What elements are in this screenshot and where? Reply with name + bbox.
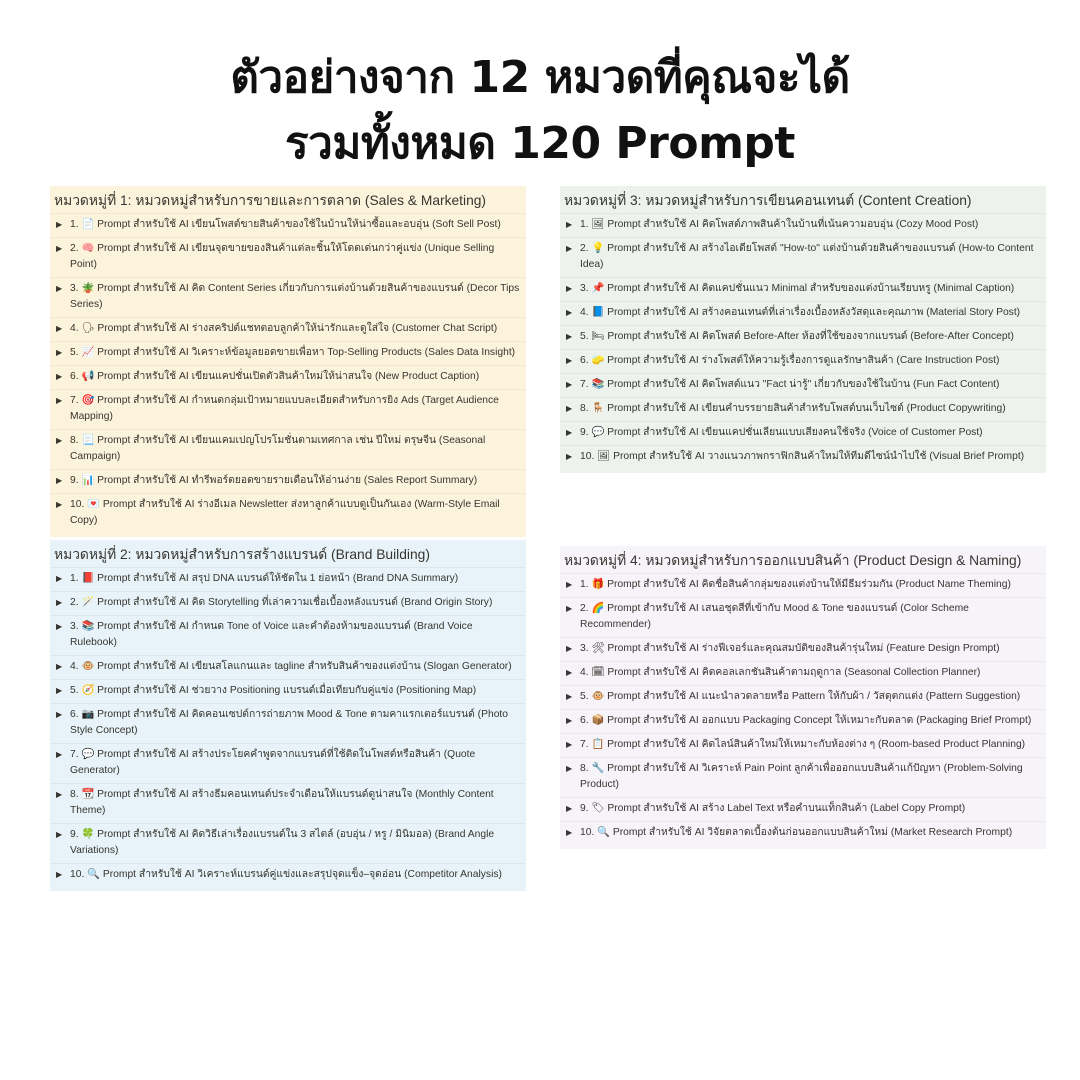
toggle-list-item[interactable] [50, 655, 526, 679]
toggle-triangle-icon[interactable]: ▶ [56, 790, 63, 799]
toggle-list-item[interactable] [560, 733, 1046, 757]
category-panel-1 [50, 186, 526, 537]
toggle-list-item[interactable] [50, 429, 526, 469]
toggle-list-item[interactable] [560, 573, 1046, 597]
toggle-list-item[interactable] [50, 237, 526, 277]
toggle-triangle-icon[interactable]: ▶ [56, 686, 63, 695]
prompt-item-label: 5. 🛏 Prompt สำหรับใช้ AI คิดโพสต์ Before-After ห้องที่ใช้ของจากแบรนด์ (Before-After Concept) [580, 331, 1014, 342]
toggle-triangle-icon[interactable]: ▶ [566, 804, 573, 813]
toggle-triangle-icon[interactable]: ▶ [566, 668, 573, 677]
prompt-item-label: 10. 💌 Prompt สำหรับใช้ AI ร่างอีเมล Newsletter ส่งหาลูกค้าแบบดูเป็นกันเอง (Warm-Style Email Copy) [70, 499, 500, 526]
prompt-item-label: 1. 🎁 Prompt สำหรับใช้ AI คิดชื่อสินค้ากลุ่มของแต่งบ้านให้มีธีมร่วมกัน (Product Name Theming) [580, 579, 1011, 590]
toggle-triangle-icon[interactable]: ▶ [56, 574, 63, 583]
category-panel-2 [50, 540, 526, 891]
prompt-item-label: 8. 📆 Prompt สำหรับใช้ AI สร้างธีมคอนเทนต์ประจำเดือนให้แบรนด์ดูน่าสนใจ (Monthly Content Theme) [70, 789, 494, 816]
prompt-item-label: 3. 📚 Prompt สำหรับใช้ AI กำหนด Tone of Voice และคำต้องห้ามของแบรนด์ (Brand Voice Rulebook) [70, 621, 473, 648]
toggle-triangle-icon[interactable]: ▶ [56, 436, 63, 445]
toggle-triangle-icon[interactable]: ▶ [56, 220, 63, 229]
toggle-triangle-icon[interactable]: ▶ [566, 332, 573, 341]
toggle-triangle-icon[interactable]: ▶ [566, 644, 573, 653]
toggle-triangle-icon[interactable]: ▶ [56, 750, 63, 759]
prompt-item-label: 4. 🗣 Prompt สำหรับใช้ AI ร่างสคริปต์แชทตอบลูกค้าให้น่ารักและดูใส่ใจ (Customer Chat Script) [70, 323, 498, 334]
toggle-list-item[interactable] [560, 757, 1046, 797]
toggle-triangle-icon[interactable]: ▶ [566, 356, 573, 365]
prompt-item-label: 7. 🎯 Prompt สำหรับใช้ AI กำหนดกลุ่มเป้าหมายแบบละเอียดสำหรับการยิง Ads (Target Audience Mapping) [70, 395, 499, 422]
prompt-item-label: 10. 🔍 Prompt สำหรับใช้ AI วิเคราะห์แบรนด์คู่แข่งและสรุปจุดแข็ง–จุดอ่อน (Competitor Analysis) [70, 869, 502, 880]
toggle-list-item[interactable] [50, 365, 526, 389]
toggle-triangle-icon[interactable]: ▶ [56, 348, 63, 357]
toggle-list-item[interactable] [50, 591, 526, 615]
category-panel-4 [560, 546, 1046, 849]
toggle-triangle-icon[interactable]: ▶ [566, 380, 573, 389]
prompt-item-label: 6. 🧽 Prompt สำหรับใช้ AI ร่างโพสต์ให้ความรู้เรื่องการดูแลรักษาสินค้า (Care Instruction Post) [580, 355, 1000, 366]
toggle-triangle-icon[interactable]: ▶ [566, 764, 573, 773]
toggle-list-item[interactable] [50, 823, 526, 863]
prompt-item-label: 7. 📋 Prompt สำหรับใช้ AI คิดไลน์สินค้าใหม่ให้เหมาะกับห้องต่าง ๆ (Room-based Product Planning) [580, 739, 1026, 750]
toggle-triangle-icon[interactable]: ▶ [56, 284, 63, 293]
toggle-triangle-icon[interactable]: ▶ [56, 244, 63, 253]
prompt-item-label: 2. 🧠 Prompt สำหรับใช้ AI เขียนจุดขายของสินค้าแต่ละชิ้นให้โดดเด่นกว่าคู่แข่ง (Unique Selling Point) [70, 243, 495, 270]
toggle-list-item[interactable] [50, 213, 526, 237]
toggle-triangle-icon[interactable]: ▶ [566, 604, 573, 613]
toggle-list-item[interactable] [560, 349, 1046, 373]
toggle-list-item[interactable] [50, 743, 526, 783]
prompt-item-label: 5. 🐵 Prompt สำหรับใช้ AI แนะนำลวดลายหรือ Pattern ให้กับผ้า / วัสดุตกแต่ง (Pattern Suggestion) [580, 691, 1021, 702]
prompt-item-label: 8. 🔧 Prompt สำหรับใช้ AI วิเคราะห์ Pain Point ลูกค้าเพื่อออกแบบสินค้าแก้ปัญหา (Problem-Solving Product) [580, 763, 1023, 790]
toggle-list-item[interactable] [50, 863, 526, 887]
toggle-triangle-icon[interactable]: ▶ [566, 452, 573, 461]
toggle-triangle-icon[interactable]: ▶ [566, 580, 573, 589]
prompt-item-label: 2. 💡 Prompt สำหรับใช้ AI สร้างไอเดียโพสต์ "How-to" แต่งบ้านด้วยสินค้าของแบรนด์ (How-to Content Idea) [580, 243, 1034, 270]
toggle-triangle-icon[interactable]: ▶ [56, 598, 63, 607]
toggle-list-item[interactable] [50, 615, 526, 655]
panel-title: หมวดหมู่ที่ 4: หมวดหมู่สำหรับการออกแบบสินค้า (Product Design & Naming) [564, 553, 1022, 568]
prompt-item-label: 3. 🪴 Prompt สำหรับใช้ AI คิด Content Series เกี่ยวกับการแต่งบ้านด้วยสินค้าของแบรนด์ (Decor Tips Series) [70, 283, 520, 310]
toggle-triangle-icon[interactable]: ▶ [56, 830, 63, 839]
toggle-list-item[interactable] [50, 317, 526, 341]
toggle-list-item[interactable] [50, 679, 526, 703]
prompt-item-label: 3. 📌 Prompt สำหรับใช้ AI คิดแคปชั่นแนว Minimal สำหรับของแต่งบ้านเรียบหรู (Minimal Caption) [580, 283, 1015, 294]
toggle-triangle-icon[interactable]: ▶ [566, 428, 573, 437]
prompt-item-label: 6. 📦 Prompt สำหรับใช้ AI ออกแบบ Packaging Concept ให้เหมาะกับตลาด (Packaging Brief Prompt) [580, 715, 1032, 726]
toggle-triangle-icon[interactable]: ▶ [566, 716, 573, 725]
toggle-triangle-icon[interactable]: ▶ [56, 870, 63, 879]
prompt-item-label: 7. 📚 Prompt สำหรับใช้ AI คิดโพสต์แนว "Fact น่ารู้" เกี่ยวกับของใช้ในบ้าน (Fun Fact Content) [580, 379, 1000, 390]
prompt-item-label: 5. 📈 Prompt สำหรับใช้ AI วิเคราะห์ข้อมูลยอดขายเพื่อหา Top-Selling Products (Sales Data Insight) [70, 347, 516, 358]
toggle-list-item[interactable] [560, 237, 1046, 277]
panel-title: หมวดหมู่ที่ 2: หมวดหมู่สำหรับการสร้างแบรนด์ (Brand Building) [54, 547, 430, 562]
headline-line-1: ตัวอย่างจาก 12 หมวดที่คุณจะได้ [230, 52, 850, 103]
toggle-list-item[interactable] [560, 637, 1046, 661]
toggle-list-item[interactable] [560, 397, 1046, 421]
toggle-list-item[interactable] [50, 703, 526, 743]
prompt-item-label: 3. 🛠 Prompt สำหรับใช้ AI ร่างฟีเจอร์และคุณสมบัติของสินค้ารุ่นใหม่ (Feature Design Prompt) [580, 643, 1000, 654]
toggle-triangle-icon[interactable]: ▶ [566, 308, 573, 317]
prompt-item-label: 4. 📘 Prompt สำหรับใช้ AI สร้างคอนเทนต์ที่เล่าเรื่องเบื้องหลังวัสดุและคุณภาพ (Material Story Post) [580, 307, 1021, 318]
toggle-list-item[interactable] [560, 709, 1046, 733]
toggle-triangle-icon[interactable]: ▶ [566, 740, 573, 749]
prompt-item-label: 9. 📊 Prompt สำหรับใช้ AI ทำรีพอร์ตยอดขายรายเดือนให้อ่านง่าย (Sales Report Summary) [70, 475, 478, 486]
toggle-triangle-icon[interactable]: ▶ [566, 404, 573, 413]
toggle-list-item[interactable] [50, 341, 526, 365]
toggle-triangle-icon[interactable]: ▶ [56, 476, 63, 485]
prompt-item-label: 1. 📄 Prompt สำหรับใช้ AI เขียนโพสต์ขายสินค้าของใช้ในบ้านให้น่าซื้อและอบอุ่น (Soft Sell Post) [70, 219, 501, 230]
toggle-list-item[interactable] [560, 301, 1046, 325]
toggle-list-item[interactable] [560, 325, 1046, 349]
toggle-triangle-icon[interactable]: ▶ [566, 828, 573, 837]
toggle-triangle-icon[interactable]: ▶ [56, 324, 63, 333]
toggle-list-item[interactable] [50, 567, 526, 591]
toggle-triangle-icon[interactable]: ▶ [566, 244, 573, 253]
toggle-list-item[interactable] [560, 685, 1046, 709]
panel-title: หมวดหมู่ที่ 1: หมวดหมู่สำหรับการขายและการตลาด (Sales & Marketing) [54, 193, 487, 208]
toggle-list-item[interactable] [50, 493, 526, 533]
toggle-list-item[interactable] [50, 277, 526, 317]
prompt-item-label: 1. 📕 Prompt สำหรับใช้ AI สรุป DNA แบรนด์ให้ชัดใน 1 ย่อหน้า (Brand DNA Summary) [70, 573, 459, 584]
prompt-item-label: 9. 🏷 Prompt สำหรับใช้ AI สร้าง Label Text หรือคำบนแท็กสินค้า (Label Copy Prompt) [580, 803, 966, 814]
toggle-triangle-icon[interactable]: ▶ [56, 622, 63, 631]
prompt-item-label: 4. 🐵 Prompt สำหรับใช้ AI เขียนสโลแกนและ tagline สำหรับสินค้าของแต่งบ้าน (Slogan Generator) [70, 661, 512, 672]
toggle-triangle-icon[interactable]: ▶ [56, 662, 63, 671]
toggle-list-item[interactable] [560, 421, 1046, 445]
toggle-triangle-icon[interactable]: ▶ [56, 372, 63, 381]
toggle-list-item[interactable] [560, 445, 1046, 469]
prompt-item-label: 9. 🍀 Prompt สำหรับใช้ AI คิดวิธีเล่าเรื่องแบรนด์ใน 3 สไตล์ (อบอุ่น / หรู / มินิมอล) (Brand Angle Variations) [70, 829, 495, 856]
prompt-item-label: 6. 📷 Prompt สำหรับใช้ AI คิดคอนเซปต์การถ่ายภาพ Mood & Tone ตามคาแรกเตอร์แบรนด์ (Photo Style Concept) [70, 709, 509, 736]
toggle-triangle-icon[interactable]: ▶ [56, 396, 63, 405]
prompt-item-label: 9. 💬 Prompt สำหรับใช้ AI เขียนแคปชั่นเลียนแบบเสียงคนใช้จริง (Voice of Customer Post) [580, 427, 983, 438]
toggle-triangle-icon[interactable]: ▶ [56, 710, 63, 719]
prompt-item-label: 5. 🧭 Prompt สำหรับใช้ AI ช่วยวาง Positioning แบรนด์เมื่อเทียบกับคู่แข่ง (Positioning Map) [70, 685, 477, 696]
prompt-item-label: 6. 📢 Prompt สำหรับใช้ AI เขียนแคปชั่นเปิดตัวสินค้าใหม่ให้น่าสนใจ (New Product Caption) [70, 371, 480, 382]
prompt-item-label: 8. 🪑 Prompt สำหรับใช้ AI เขียนคำบรรยายสินค้าสำหรับโพสต์บนเว็บไซต์ (Product Copywriting) [580, 403, 1006, 414]
prompt-item-label: 2. 🌈 Prompt สำหรับใช้ AI เสนอชุดสีที่เข้ากับ Mood & Tone ของแบรนด์ (Color Scheme Recommender) [580, 603, 969, 630]
toggle-list-item[interactable] [560, 661, 1046, 685]
toggle-list-item[interactable] [50, 469, 526, 493]
prompt-item-label: 4. 🗓 Prompt สำหรับใช้ AI คิดคอลเลกชันสินค้าตามฤดูกาล (Seasonal Collection Planner) [580, 667, 981, 678]
toggle-triangle-icon[interactable]: ▶ [56, 500, 63, 509]
toggle-list-item[interactable] [560, 373, 1046, 397]
category-panel-3 [560, 186, 1046, 473]
prompt-item-label: 7. 💬 Prompt สำหรับใช้ AI สร้างประโยคคำพูดจากแบรนด์ที่ใช้ติดในโพสต์หรือสินค้า (Quote Generator) [70, 749, 476, 776]
toggle-list-item[interactable] [50, 783, 526, 823]
headline-line-2: รวมทั้งหมด 120 Prompt [285, 118, 795, 169]
toggle-triangle-icon[interactable]: ▶ [566, 220, 573, 229]
toggle-list-item[interactable] [560, 277, 1046, 301]
toggle-list-item[interactable] [560, 821, 1046, 845]
prompt-item-label: 2. 🪄 Prompt สำหรับใช้ AI คิด Storytelling ที่เล่าความเชื่อเบื้องหลังแบรนด์ (Brand Origin Story) [70, 597, 493, 608]
toggle-list-item[interactable] [50, 389, 526, 429]
toggle-list-item[interactable] [560, 213, 1046, 237]
toggle-list-item[interactable] [560, 797, 1046, 821]
prompt-item-label: 10. 🔍 Prompt สำหรับใช้ AI วิจัยตลาดเบื้องต้นก่อนออกแบบสินค้าใหม่ (Market Research Prompt) [580, 827, 1013, 838]
panel-title: หมวดหมู่ที่ 3: หมวดหมู่สำหรับการเขียนคอนเทนต์ (Content Creation) [564, 193, 972, 208]
prompt-item-label: 8. 📃 Prompt สำหรับใช้ AI เขียนแคมเปญโปรโมชั่นตามเทศกาล เช่น ปีใหม่ ตรุษจีน (Seasonal Campaign) [70, 435, 486, 462]
toggle-triangle-icon[interactable]: ▶ [566, 284, 573, 293]
toggle-triangle-icon[interactable]: ▶ [566, 692, 573, 701]
toggle-list-item[interactable] [560, 597, 1046, 637]
prompt-item-label: 10. 🖼 Prompt สำหรับใช้ AI วางแนวภาพกราฟิกสินค้าใหม่ให้ทีมดีไซน์นำไปใช้ (Visual Brief Prompt) [580, 451, 1025, 462]
prompt-item-label: 1. 🖼 Prompt สำหรับใช้ AI คิดโพสต์ภาพสินค้าในบ้านที่เน้นความอบอุ่น (Cozy Mood Post) [580, 219, 979, 230]
